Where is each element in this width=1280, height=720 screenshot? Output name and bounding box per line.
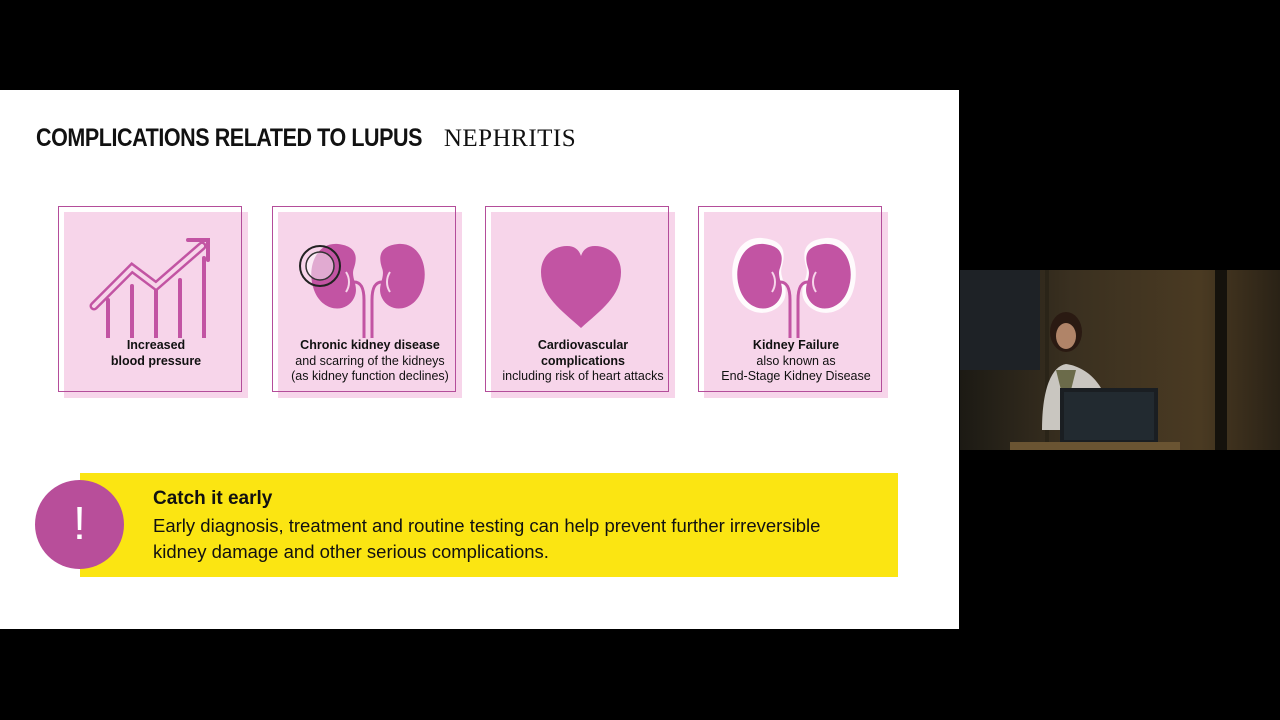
presentation-slide xyxy=(0,90,959,629)
card-heading: Increased xyxy=(126,338,186,352)
card-line2: also known as xyxy=(756,353,836,368)
speaker-video-image xyxy=(960,270,1280,450)
heart-icon xyxy=(511,228,651,338)
callout-title: Catch it early xyxy=(153,488,273,509)
callout-text xyxy=(153,513,873,565)
card-text xyxy=(491,338,675,385)
card-line2: complications xyxy=(540,353,626,368)
card-line2: blood pressure xyxy=(110,353,202,368)
card-blood-pressure xyxy=(58,206,242,392)
speaker-video xyxy=(960,270,1280,450)
card-cardiovascular xyxy=(485,206,669,392)
exclamation-icon: ! xyxy=(35,480,124,569)
card-heading: Chronic kidney disease xyxy=(300,338,440,352)
card-line2: and scarring of the kidneys xyxy=(295,353,445,368)
title-bold-part: COMPLICATIONS RELATED TO LUPUS xyxy=(36,124,423,152)
slide-title xyxy=(36,124,576,153)
card-line3: (as kidney function declines) xyxy=(291,369,449,383)
card-chronic-kidney-disease xyxy=(272,206,456,392)
card-kidney-failure xyxy=(698,206,882,392)
card-line3: End-Stage Kidney Disease xyxy=(721,369,871,383)
title-serif-part: NEPHRITIS xyxy=(443,125,577,152)
card-heading: Kidney Failure xyxy=(752,338,840,352)
card-text xyxy=(704,338,888,385)
callout-text-line1: Early diagnosis, treatment and routine testing can help prevent further irreversible xyxy=(153,515,821,536)
callout-text-line2: kidney damage and other serious complications. xyxy=(153,541,549,562)
card-text xyxy=(278,338,462,385)
card-text xyxy=(64,338,248,369)
card-line3: including risk of heart attacks xyxy=(502,369,664,383)
card-heading: Cardiovascular xyxy=(537,338,629,352)
kidneys-icon xyxy=(298,228,438,338)
chart-up-icon xyxy=(84,228,224,338)
kidneys-failure-icon xyxy=(724,228,864,338)
